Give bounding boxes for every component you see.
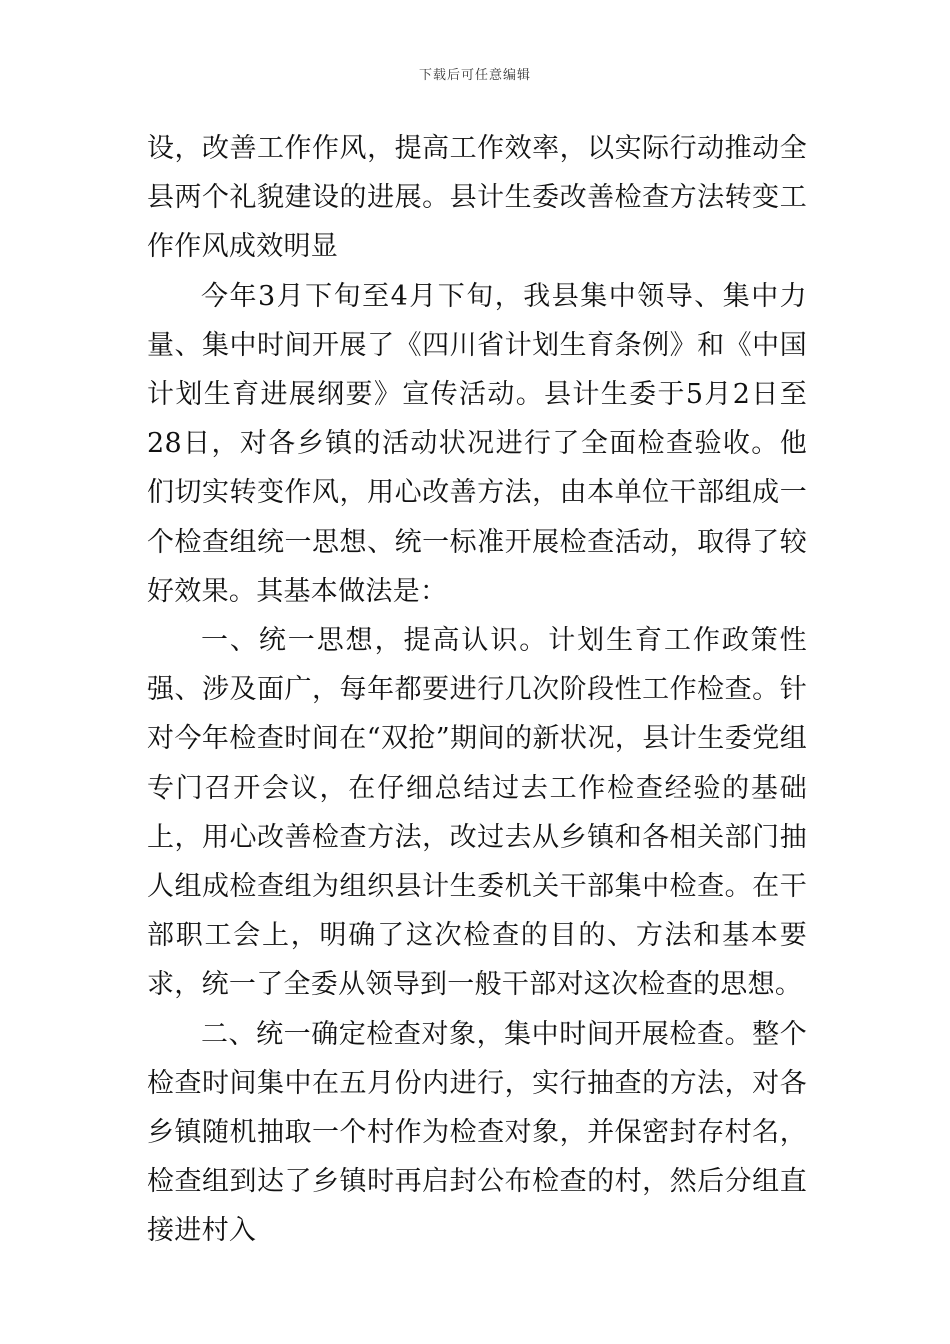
paragraph-point-one: 一、统一思想，提高认识。计划生育工作政策性强、涉及面广，每年都要进行几次阶段性工作检查。针对今年检查时间在“双抢”期间的新状况，县计生委党组专门召开会议，在仔细总结过去工作检查经验的基础上，用心改善检查方法，改过去从乡镇和各相关部门抽人组成检查组为组织县计生委机关干部集中检查。在干部职工会上，明确了这次检查的目的、方法和基本要求，统一了全委从领导到一般干部对这次检查的思想。 xyxy=(147,625,807,1001)
paragraph-continuation: 设，改善工作作风，提高工作效率，以实际行动推动全县两个礼貌建设的进展。县计生委改善检查方法转变工作作风成效明显 xyxy=(147,133,807,263)
paragraph-point-two: 二、统一确定检查对象，集中时间开展检查。整个检查时间集中在五月份内进行，实行抽查的方法，对各乡镇随机抽取一个村作为检查对象，并保密封存村名，检查组到达了乡镇时再启封公布检查的村，然后分组直接进村入 xyxy=(147,1018,807,1247)
page-header: 下载后可任意编辑 xyxy=(418,68,531,83)
document-body xyxy=(147,124,807,1256)
paragraph-intro: 今年3月下旬至4月下旬，我县集中领导、集中力量、集中时间开展了《四川省计划生育条例》和《中国计划生育进展纲要》宣传活动。县计生委于5月2日至28日，对各乡镇的活动状况进行了全面检查验收。他们切实转变作风，用心改善方法，由本单位干部组成一个检查组统一思想、统一标准开展检查活动，取得了较好效果。其基本做法是： xyxy=(147,280,807,607)
